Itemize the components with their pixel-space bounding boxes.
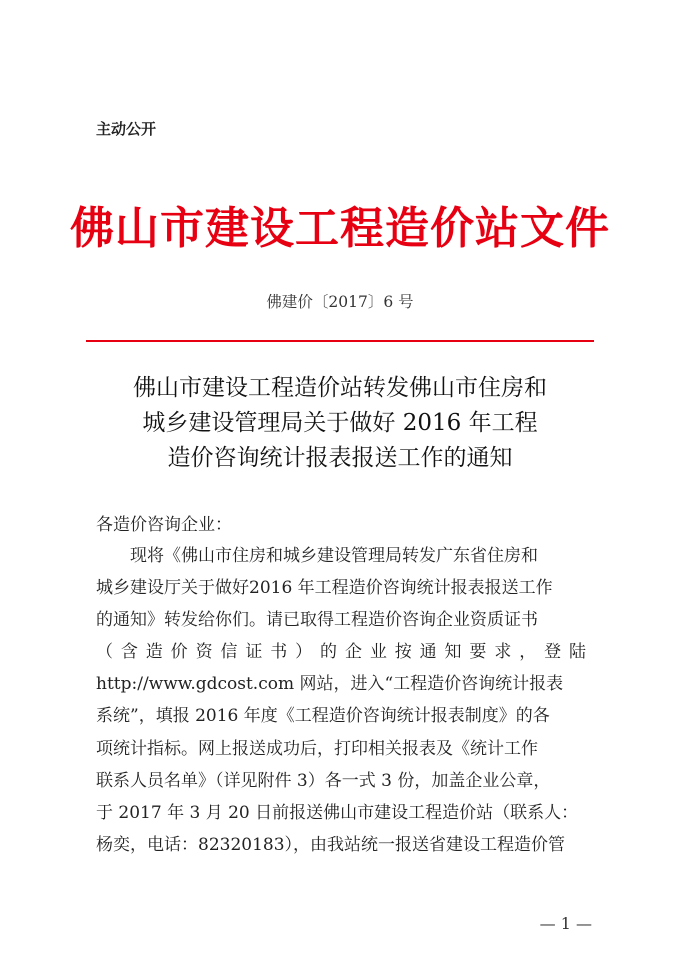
document-number: 佛建价〔2017〕6 号 [266,293,414,311]
notice-title-line: 造价咨询统计报表报送工作的通知 [167,445,513,471]
body-line: （含造价资信证书）的企业按通知要求，登陆 [96,642,586,663]
body-line: 城乡建设厅关于做好2016 年工程造价咨询统计报表报送工作 [96,578,553,599]
body-text [96,540,586,861]
body-line: 杨奕，电话：82320183），由我站统一报送省建设工程造价管 [96,834,566,855]
notice-title-line: 城乡建设管理局关于做好 2016 年工程 [142,410,538,436]
body-line: 的通知》转发给你们。请已取得工程造价咨询企业资质证书 [96,610,538,631]
body-line: 现将《佛山市住房和城乡建设管理局转发广东省住房和 [130,546,538,566]
red-separator-line [86,340,594,342]
notice-title-line: 佛山市建设工程造价站转发佛山市住房和 [133,375,547,401]
body-line: 系统”，填报 2016 年度《工程造价咨询统计报表制度》的各 [96,706,550,727]
page-number: — 1 — [539,914,592,933]
body-line: 项统计指标。网上报送成功后，打印相关报表及《统计工作 [96,738,538,759]
notice-title [0,371,680,476]
body-line: 于 2017 年 3 月 20 日前报送佛山市建设工程造价站（联系人： [96,802,579,823]
disclosure-label: 主动公开 [96,120,157,138]
addressee: 各造价咨询企业： [96,515,232,535]
body-line: http://www.gdcost.com 网站，进入“工程造价咨询统计报表 [96,674,564,695]
body-line: 联系人员名单》（详见附件 3）各一式 3 份，加盖企业公章， [96,770,551,791]
issuer-title: 佛山市建设工程造价站文件 [70,203,610,254]
